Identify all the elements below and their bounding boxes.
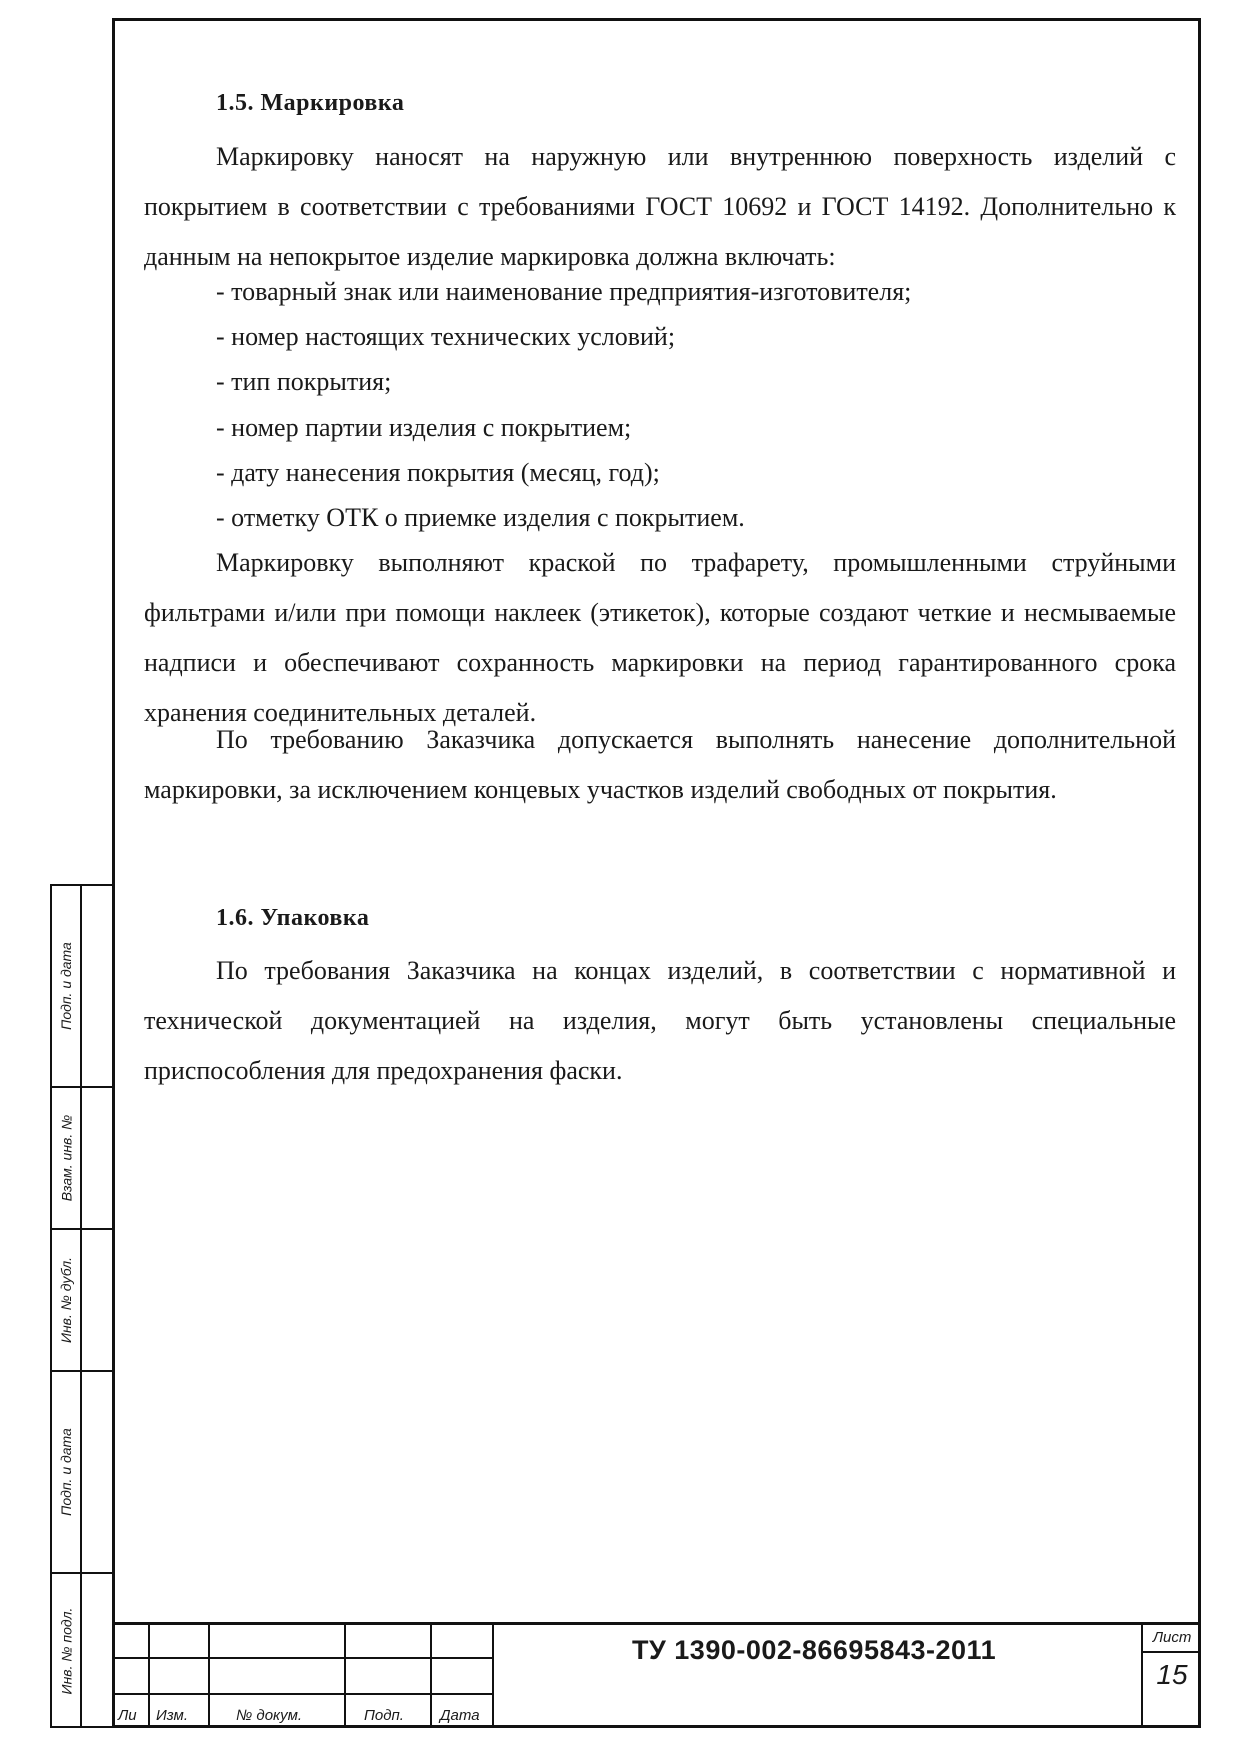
col-label: Ли: [118, 1707, 137, 1724]
sheet-box: [1141, 1625, 1201, 1728]
side-signature-strip: [50, 884, 112, 1728]
side-label: Инв. № дубл.: [58, 1256, 75, 1344]
marking-list-item: - товарный знак или наименование предприятия-изготовителя;: [216, 277, 912, 306]
marking-list-item: - номер партии изделия с покрытием;: [216, 413, 632, 442]
marking-list-item: - дату нанесения покрытия (месяц, год);: [216, 458, 660, 487]
col-label: Подп.: [364, 1707, 404, 1724]
col-label: Изм.: [156, 1707, 188, 1724]
section-heading-packaging: 1.6. Упаковка: [216, 905, 370, 931]
side-cell: [52, 1574, 112, 1728]
sheet-number: 15: [1156, 1659, 1188, 1690]
side-label: Инв. № подл.: [58, 1607, 74, 1695]
marking-method-paragraph: Маркировку выполняют краской по трафарету, промышленными струйными фильтрами и/или при помощи наклеек (этикеток), которые создают четкие и несмываемые надписи и обеспечивают сохранность маркировки на период гарантированного срока хранения соединительных деталей.: [144, 548, 1176, 727]
side-label: Взам. инв. №: [58, 1114, 74, 1202]
side-cell: [52, 886, 112, 1088]
marking-list-item: - отметку ОТК о приемке изделия с покрытием.: [216, 503, 745, 532]
sheet-label: Лист: [1143, 1625, 1201, 1653]
col-label: № докум.: [236, 1707, 303, 1724]
section-heading-marking: 1.5. Маркировка: [216, 90, 405, 116]
packaging-paragraph: По требования Заказчика на концах изделий, в соответствии с нормативной и технической документацией на изделия, могут быть установлены специальные приспособления для предохранения фаски.: [144, 956, 1176, 1085]
side-cell: [52, 1088, 112, 1230]
title-block: [112, 1622, 1201, 1728]
marking-list-item: - номер настоящих технических условий;: [216, 322, 676, 351]
col-label: Дата: [440, 1707, 480, 1724]
marking-customer-paragraph: По требованию Заказчика допускается выполнять нанесение дополнительной маркировки, за исключением концевых участков изделий свободных от покрытия.: [144, 725, 1176, 804]
marking-list-item: - тип покрытия;: [216, 367, 392, 396]
revision-grid: [112, 1625, 494, 1728]
side-label: Подп. и дата: [58, 942, 74, 1030]
side-cell: [52, 1230, 112, 1372]
side-label: Подп. и дата: [58, 1428, 74, 1516]
document-code: ТУ 1390-002-86695843-2011: [632, 1635, 997, 1665]
marking-intro-paragraph: Маркировку наносят на наружную или внутреннюю поверхность изделий с покрытием в соответствии с требованиями ГОСТ 10692 и ГОСТ 14192. Дополнительно к данным на непокрытое изделие маркировка должна включать:: [144, 142, 1176, 271]
side-cell: [52, 1372, 112, 1574]
